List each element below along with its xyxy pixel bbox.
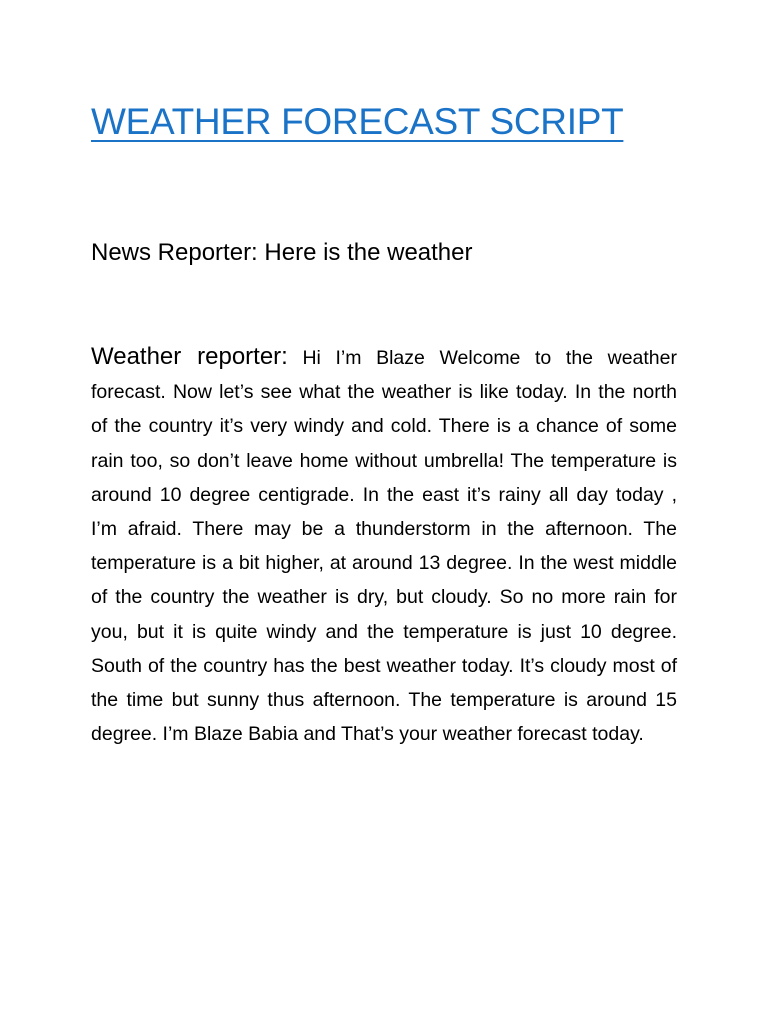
news-reporter-line: News Reporter: Here is the weather	[91, 239, 473, 266]
weather-reporter-label: Weather reporter:	[91, 343, 288, 370]
document-title: WEATHER FORECAST SCRIPT	[91, 101, 624, 142]
weather-reporter-text: Hi I’m Blaze Welcome to the weather forecast. Now let’s see what the weather is like today. In the north of the country it’s very windy and cold. There is a chance of some rain too, so don’t leave home without umbrella! The temperature is around 10 degree centigrade. In the east it’s rainy all day today , I’m afraid. There may be a thunderstorm in the afternoon. The temperature is a bit higher, at around 13 degree. In the west middle of the country the weather is dry, but cloudy. So no more rain for you, but it is quite windy and the temperature is just 10 degree. South of the country has the best weather today. It’s cloudy most of the time but sunny thus afternoon. The temperature is around 15 degree. I’m Blaze Babia and That’s your weather forecast today.	[91, 347, 677, 746]
weather-reporter-paragraph	[91, 340, 677, 751]
document-page	[91, 0, 677, 1024]
